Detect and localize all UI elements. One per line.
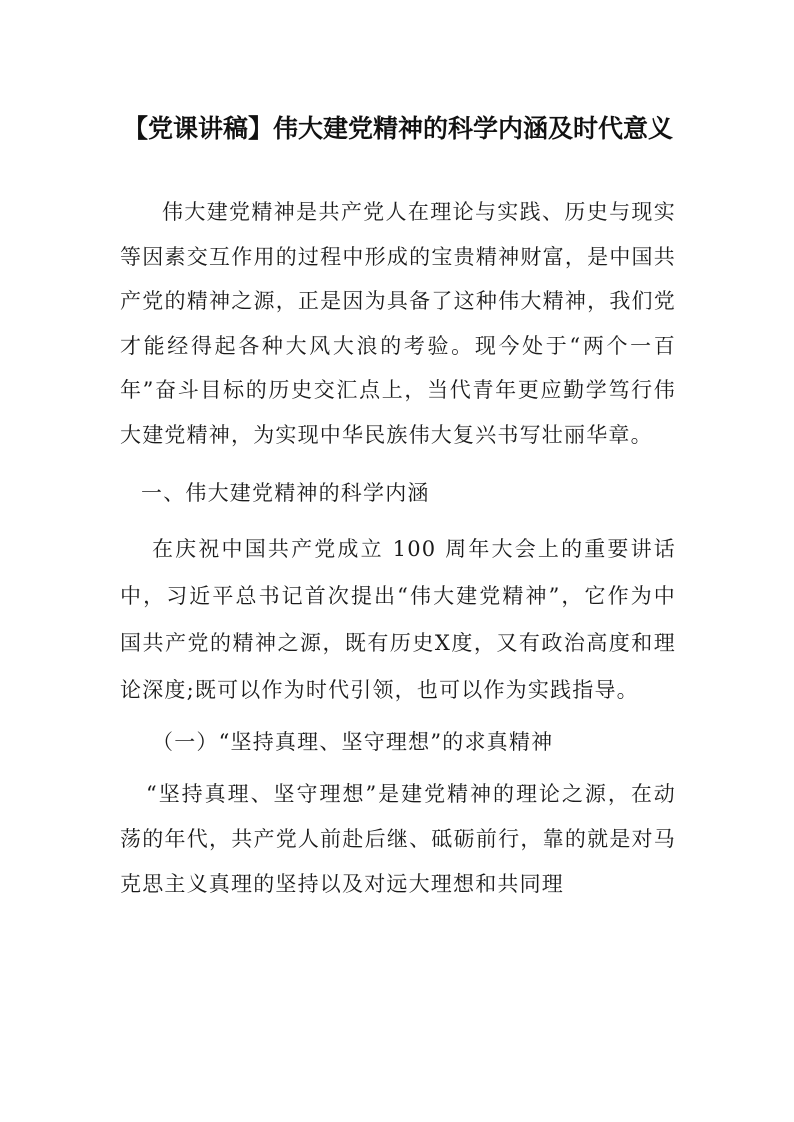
section-heading: 一、伟大建党精神的科学内涵 [141, 481, 430, 505]
document-page [120, 108, 676, 907]
subsection-paragraph: “坚持真理、坚守理想”是建党精神的理论之源，在动荡的年代，共产党人前赴后继、砥砺前行，靠的就是对马克思主义真理的坚持以及对远大理想和共同理 [120, 782, 676, 896]
subsection-heading: （一）“坚持真理、坚守理想”的求真精神 [152, 729, 554, 754]
document-title: 【党课讲稿】伟大建党精神的科学内涵及时代意义 [122, 114, 673, 143]
intro-paragraph: 伟大建党精神是共产党人在理论与实践、历史与现实等因素交互作用的过程中形成的宝贵精神财富，是中国共产党的精神之源，正是因为具备了这种伟大精神，我们党才能经得起各种大风大浪的考验。现今处于“两个一百年”奋斗目标的历史交汇点上，当代青年更应勤学笃行伟大建党精神，为实现中华民族伟大复兴书写壮丽华章。 [120, 200, 676, 447]
section-paragraph: 在庆祝中国共产党成立 100 周年大会上的重要讲话中，习近平总书记首次提出“伟大建党精神”，它作为中国共产党的精神之源，既有历史X度，又有政治高度和理论深度;既可以作为时代引领，也可以作为实践指导。 [120, 536, 676, 702]
